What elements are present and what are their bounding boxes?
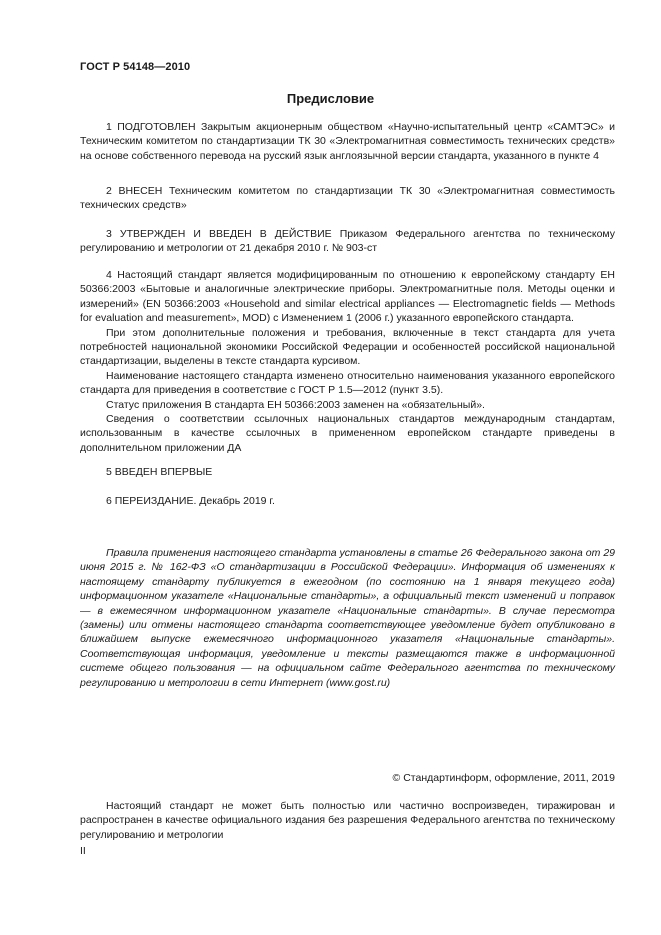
page-title: Предисловие — [286, 91, 375, 106]
foreword-item-text: 5 ВВЕДЕН ВПЕРВЫЕ — [106, 466, 213, 478]
foreword-item-6 — [80, 494, 615, 508]
usage-notice-text: Правила применения настоящего стандарта установлены в статье 26 Федерального закона от 29 июня 2015 г. № 162-ФЗ «О стандартизации в Российской Федерации». Информация об изменениях к настоящему стандарту публикуется в ежегодном (по состоянию на 1 января текущего года) информационном указателе «Национальные стандарты», а официальный текст изменений и поправок — в ежемесячном информационном указателе «Национальные стандарты». В случае пересмотра (замены) или отмены настоящего стандарта соответствующее уведомление будет опубликовано в ближайшем выпуске ежемесячного информационного указателя «Национальные стандарты». Соответствующая информация, уведомление и тексты размещаются также в информационной системе общего пользования — на официальном сайте Федерального агентства по техническому регулированию и метрологии в сети Интернет (www.gost.ru) — [80, 547, 615, 689]
reproduction-restriction — [80, 799, 615, 842]
foreword-item-2 — [80, 184, 615, 213]
foreword-item-4-paragraph-3: Наименование настоящего стандарта изменено относительно наименования указанного европейского стандарта для приведения в соответствие с ГОСТ Р 1.5—2012 (пункт 3.5). — [80, 369, 615, 397]
foreword-item-text: 6 ПЕРЕИЗДАНИЕ. Декабрь 2019 г. — [106, 495, 275, 507]
foreword-item-4-paragraph-4: Статус приложения В стандарта ЕН 50366:2003 заменен на «обязательный». — [106, 398, 485, 411]
foreword-item-3 — [80, 227, 615, 256]
foreword-item-4-paragraph-5: Сведения о соответствии ссылочных национальных стандартов международным стандартам, использованным в качестве ссылочных в примененном европейском стандарте приведены в дополнительном приложении ДА — [80, 413, 615, 454]
standard-code-header: ГОСТ Р 54148—2010 — [80, 61, 191, 73]
foreword-item-1 — [80, 120, 615, 163]
foreword-item-text: 3 УТВЕРЖДЕН И ВВЕДЕН В ДЕЙСТВИЕ Приказом Федерального агентства по техническому регулированию и метрологии от 21 декабря 2010 г. № 903-ст — [80, 228, 615, 255]
usage-notice — [80, 546, 615, 690]
foreword-item-5 — [80, 465, 615, 479]
reproduction-restriction-text: Настоящий стандарт не может быть полностью или частично воспроизведен, тиражирован и распространен в качестве официального издания без разрешения Федерального агентства по техническому регулированию и метрологии — [80, 800, 615, 841]
page-number: II — [80, 845, 86, 857]
foreword-item-4 — [80, 268, 615, 455]
foreword-item-4-paragraph-1: 4 Настоящий стандарт является модифицированным по отношению к европейскому стандарту ЕН 50366:2003 «Бытовые и аналогичные электрические приборы. Электромагнитные поля. Методы оценки и измерений» (EN 50366:2003 «Household and similar electrical appliances — Electromagnetic fields — Methods for evaluation and measurement», MOD) с Изменением 1 (2006 г.) указанного европейского стандарта. — [80, 269, 615, 325]
foreword-item-text: 2 ВНЕСЕН Техническим комитетом по стандартизации ТК 30 «Электромагнитная совместимость технических средств» — [80, 185, 615, 212]
copyright-line: © Стандартинформ, оформление, 2011, 2019 — [392, 772, 615, 784]
foreword-item-4-paragraph-2: При этом дополнительные положения и требования, включенные в текст стандарта для учета потребностей национальной экономики Российской Федерации и особенностей российской национальной стандартизации, выделены в тексте стандарта курсивом. — [80, 326, 615, 368]
foreword-item-text: 1 ПОДГОТОВЛЕН Закрытым акционерным обществом «Научно-испытательный центр «САМТЭС» и Техническим комитетом по стандартизации ТК 30 «Электромагнитная совместимость технических средств» на основе собственного перевода на русский язык англоязычной версии стандарта, указанного в пункте 4 — [80, 121, 615, 162]
